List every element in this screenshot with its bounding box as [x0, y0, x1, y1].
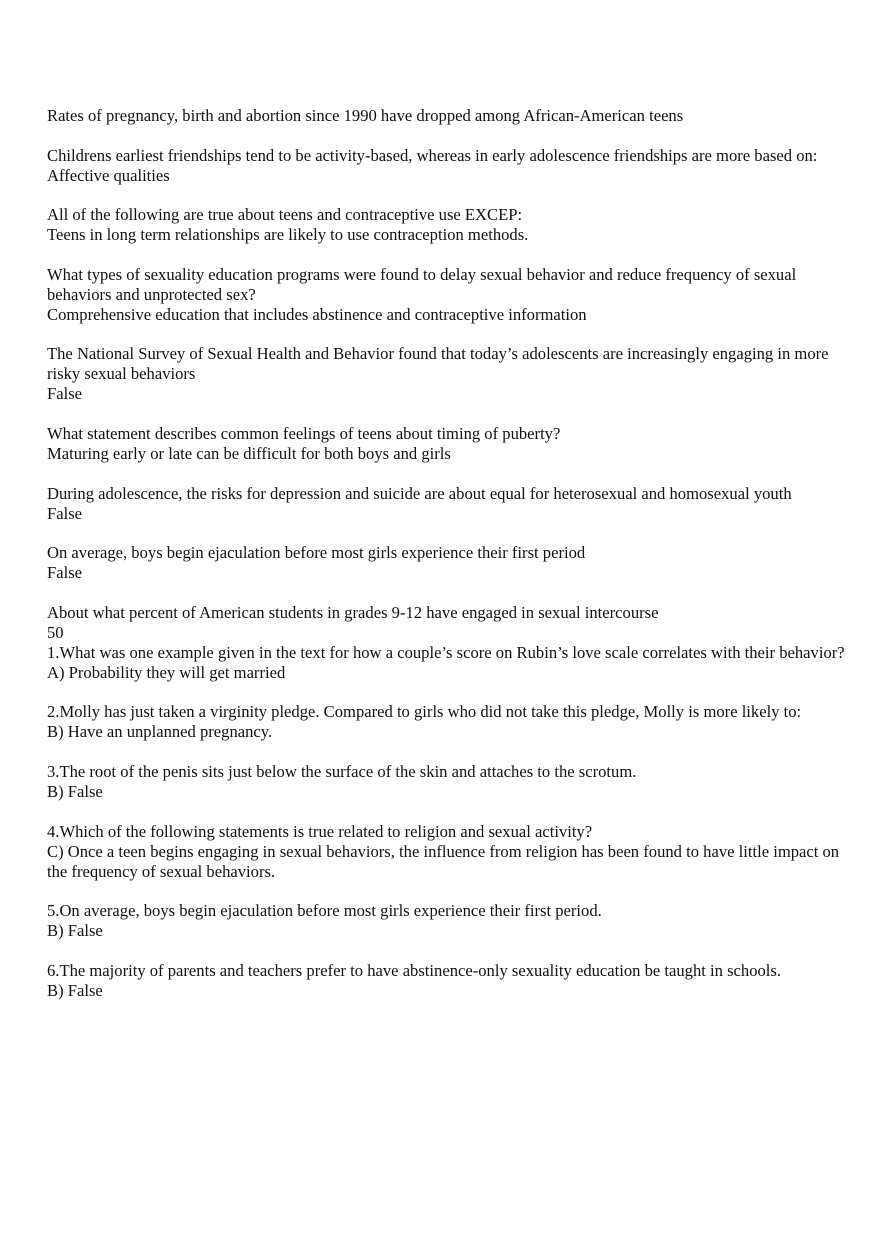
- question-text: On average, boys begin ejaculation before most girls experience their first period: [47, 543, 586, 563]
- qa-item: [47, 961, 847, 1001]
- answer-text: Teens in long term relationships are likely to use contraception methods.: [47, 225, 529, 245]
- question-text: 2.Molly has just taken a virginity pledge. Compared to girls who did not take this pledge, Molly is more likely to:: [47, 702, 802, 722]
- question-text: During adolescence, the risks for depression and suicide are about equal for heterosexual and homosexual youth: [47, 483, 792, 503]
- qa-item: [47, 901, 847, 941]
- answer-text: B) False: [47, 980, 103, 1000]
- qa-item: [47, 643, 847, 683]
- qa-item: [47, 424, 847, 464]
- answer-text: Comprehensive education that includes abstinence and contraceptive information: [47, 304, 587, 324]
- answer-text: C) Once a teen begins engaging in sexual behaviors, the influence from religion has been found to have little impact on the frequency of sexual behaviors.: [47, 841, 840, 881]
- question-text: 5.On average, boys begin ejaculation before most girls experience their first period.: [47, 901, 602, 921]
- question-text: Childrens earliest friendships tend to be activity-based, whereas in early adolescence friendships are more based on:: [47, 145, 818, 165]
- question-text: 6.The majority of parents and teachers prefer to have abstinence-only sexuality education be taught in schools.: [47, 960, 782, 980]
- answer-text: 50: [47, 622, 64, 642]
- qa-item: [47, 822, 847, 882]
- answer-text: Maturing early or late can be difficult for both boys and girls: [47, 443, 451, 463]
- qa-item: [47, 265, 847, 325]
- qa-item: [47, 106, 847, 126]
- qa-item: [47, 603, 847, 643]
- qa-item: [47, 543, 847, 583]
- question-text: Rates of pregnancy, birth and abortion since 1990 have dropped among African-American teens: [47, 106, 684, 125]
- question-text: About what percent of American students in grades 9-12 have engaged in sexual intercourse: [47, 602, 659, 622]
- answer-text: False: [47, 384, 83, 404]
- answer-text: A) Probability they will get married: [47, 662, 286, 682]
- qa-item: [47, 205, 847, 245]
- qa-item: [47, 484, 847, 524]
- question-text: All of the following are true about teens and contraceptive use EXCEP:: [47, 205, 523, 225]
- question-text: The National Survey of Sexual Health and Behavior found that today’s adolescents are increasingly engaging in more risky sexual behaviors: [47, 344, 829, 384]
- document-body: [47, 106, 847, 1020]
- qa-item: [47, 146, 847, 186]
- question-text: What types of sexuality education programs were found to delay sexual behavior and reduce frequency of sexual behaviors and unprotected sex?: [47, 264, 797, 304]
- answer-text: B) False: [47, 921, 103, 941]
- qa-item: [47, 344, 847, 404]
- answer-text: B) False: [47, 781, 103, 801]
- question-text: 4.Which of the following statements is true related to religion and sexual activity?: [47, 821, 593, 841]
- answer-text: False: [47, 503, 83, 523]
- answer-text: Affective qualities: [47, 165, 170, 185]
- qa-item: [47, 702, 847, 742]
- question-text: What statement describes common feelings of teens about timing of puberty?: [47, 423, 561, 443]
- answer-text: B) Have an unplanned pregnancy.: [47, 722, 273, 742]
- answer-text: False: [47, 563, 83, 583]
- qa-item: [47, 762, 847, 802]
- question-text: 3.The root of the penis sits just below the surface of the skin and attaches to the scrotum.: [47, 761, 637, 781]
- question-text: 1.What was one example given in the text for how a couple’s score on Rubin’s love scale correlates with their behavior?: [47, 642, 845, 662]
